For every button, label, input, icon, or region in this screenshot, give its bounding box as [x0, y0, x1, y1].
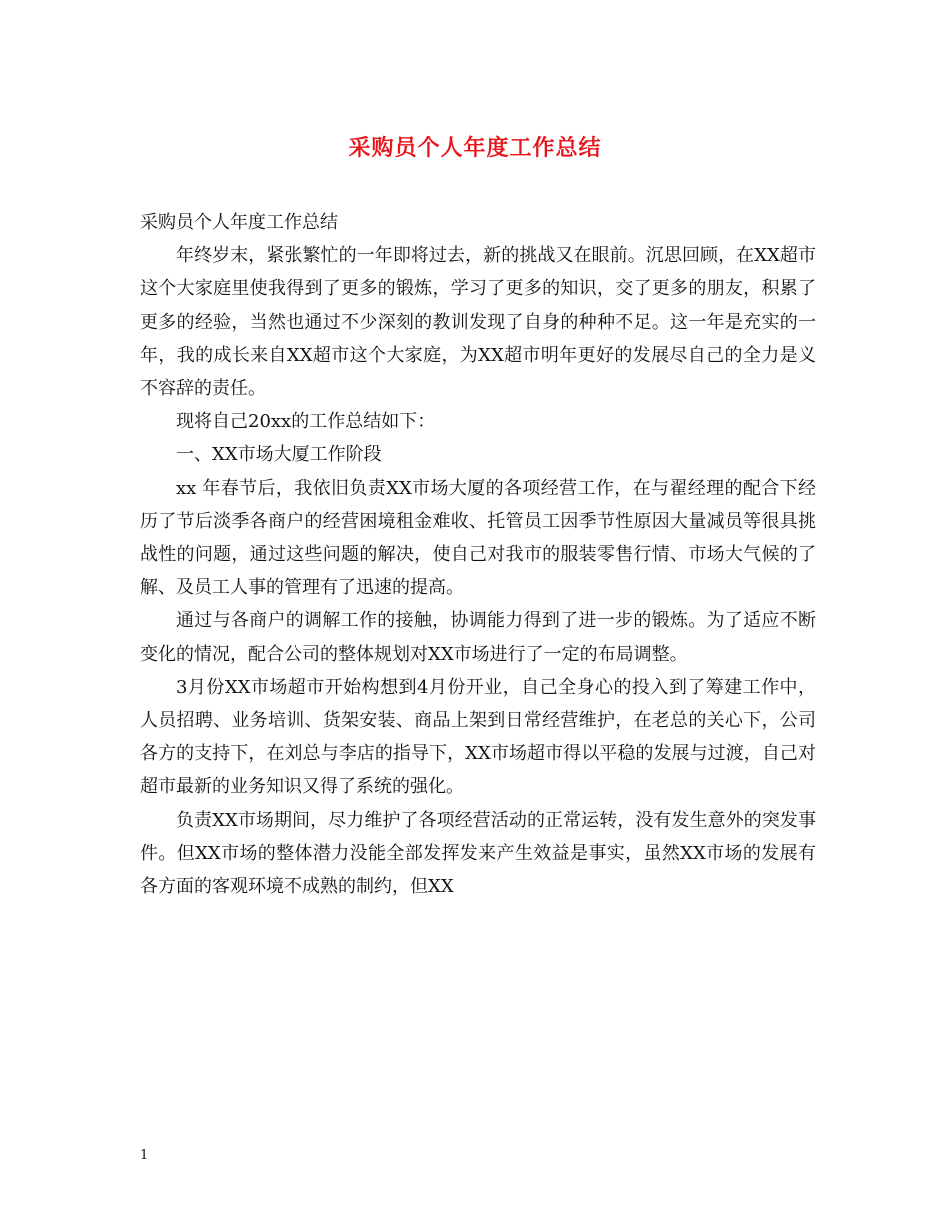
- document-title: 采购员个人年度工作总结: [348, 135, 602, 161]
- paragraph: 3月份XX市场超市开始构想到4月份开业，自己全身心的投入到了筹建工作中，人员招聘、业务培训、货架安装、商品上架到日常经营维护，在老总的关心下，公司各方的支持下，在刘总与李店的指导下，XX市场超市得以平稳的发展与过渡，自己对超市最新的业务知识又得了系统的强化。: [140, 676, 816, 798]
- page-number: 1: [140, 1148, 149, 1163]
- paragraph-heading: 采购员个人年度工作总结: [140, 212, 338, 233]
- paragraph: 年终岁末，紧张繁忙的一年即将过去，新的挑战又在眼前。沉思回顾，在XX超市这个大家庭里使我得到了更多的锻炼，学习了更多的知识，交了更多的朋友，积累了更多的经验，当然也通过不少深刻的教训发现了自身的种种不足。这一年是充实的一年，我的成长来自XX超市这个大家庭，为XX超市明年更好的发展尽自己的全力是义不容辞的责任。: [140, 245, 816, 400]
- paragraph: 现将自己20xx的工作总结如下：: [176, 411, 436, 433]
- paragraph: 通过与各商户的调解工作的接触，协调能力得到了进一步的锻炼。为了适应不断变化的情况，配合公司的整体规划对XX市场进行了一定的布局调整。: [140, 610, 816, 665]
- section-heading: 一、XX市场大厦工作阶段: [176, 444, 382, 466]
- paragraph: xx 年春节后，我依旧负责XX市场大厦的各项经营工作，在与翟经理的配合下经历了节后淡季各商户的经营困境租金难收、托管员工因季节性原因大量减员等很具挑战性的问题，通过这些问题的解决，使自己对我市的服装零售行情、市场大气候的了解、及员工人事的管理有了迅速的提高。: [140, 477, 816, 599]
- document-body: [140, 206, 816, 903]
- paragraph: 负责XX市场期间，尽力维护了各项经营活动的正常运转，没有发生意外的突发事件。但XX市场的整体潜力没能全部发挥发来产生效益是事实，虽然XX市场的发展有各方面的客观环境不成熟的制约，但XX: [140, 809, 816, 898]
